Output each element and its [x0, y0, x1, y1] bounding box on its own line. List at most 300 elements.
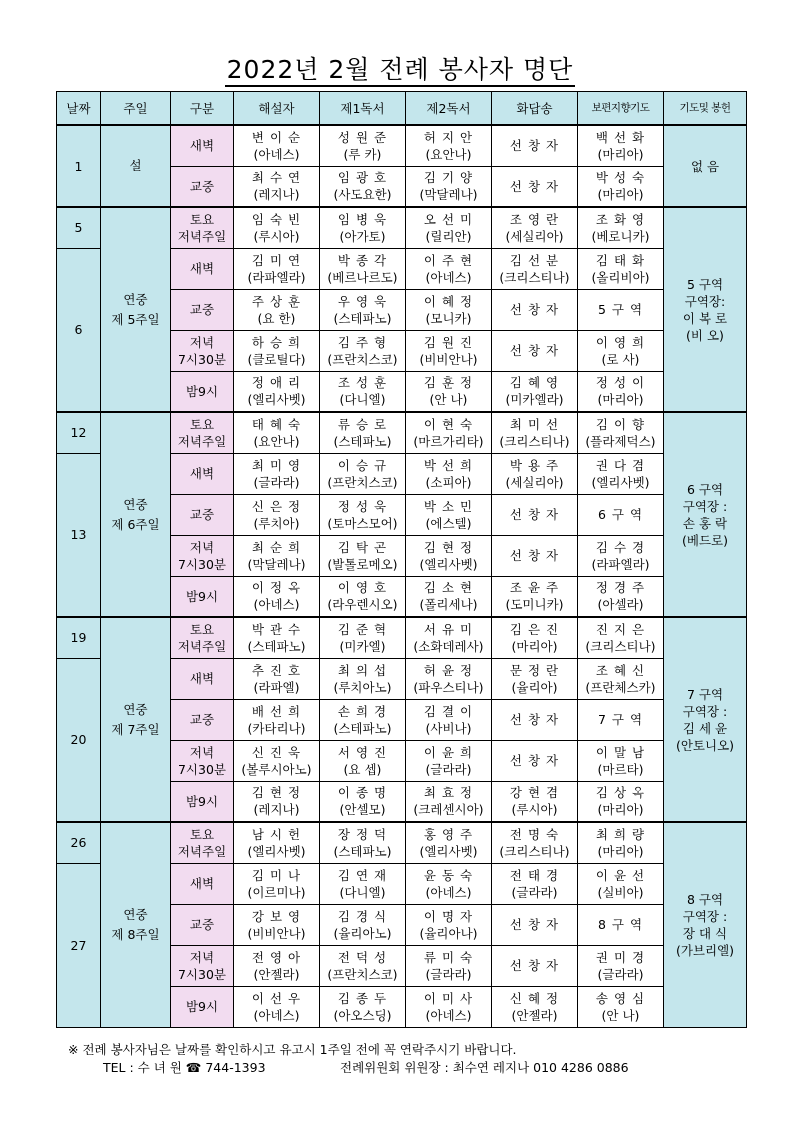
baptismal-name: (마르가리타)	[413, 433, 484, 449]
prayers-cell	[578, 371, 664, 412]
baptismal-name: (소피아)	[425, 474, 472, 490]
baptismal-name: (아네스)	[425, 269, 472, 285]
baptismal-name: (글라라)	[253, 474, 300, 490]
sunday-cell: 연중 제 5주일	[101, 207, 171, 412]
reader1-cell	[320, 863, 406, 904]
prayer-group-line: 구역장 :	[682, 498, 728, 514]
person-name: 장 정 덕	[337, 826, 388, 842]
baptismal-name: (발톨로메오)	[327, 556, 398, 572]
prayers-cell	[578, 412, 664, 453]
baptismal-name: (아네스)	[253, 146, 300, 162]
baptismal-name: (글라라)	[511, 884, 558, 900]
prayers-cell	[578, 986, 664, 1027]
commentator-cell	[234, 494, 320, 535]
commentator-cell	[234, 781, 320, 822]
commentator-cell	[234, 904, 320, 945]
person-name: 송 영 심	[595, 990, 646, 1006]
person-name: 손 희 경	[337, 703, 388, 719]
person-name: 변 이 순	[251, 129, 302, 145]
psalm-cell	[492, 617, 578, 658]
person-name: 백 선 화	[595, 129, 646, 145]
person-name: 박 용 주	[509, 457, 560, 473]
person-name: 진 지 은	[595, 621, 646, 637]
mass-type-cell: 밤9시	[171, 781, 234, 822]
table-row	[57, 125, 747, 166]
prayer-group-line: 구역장 :	[682, 908, 728, 924]
person-name: 전 명 숙	[509, 826, 560, 842]
person-name: 이 명 자	[423, 908, 474, 924]
prayers-cell	[578, 576, 664, 617]
reader2-cell	[406, 248, 492, 289]
person-name: 윤 동 숙	[423, 867, 474, 883]
table-row	[57, 617, 747, 658]
prayer-group-line: 구역장 :	[682, 703, 728, 719]
person-name: 우 영 욱	[337, 293, 388, 309]
baptismal-name: (클로틸다)	[247, 351, 306, 367]
mass-type-cell: 토요 저녁주일	[171, 617, 234, 658]
person-name: 5 구 역	[597, 302, 644, 317]
baptismal-name: (비비안나)	[419, 351, 478, 367]
header-type: 구분	[171, 92, 234, 126]
psalm-cell	[492, 330, 578, 371]
header-commentator: 해설자	[234, 92, 320, 126]
commentator-cell	[234, 125, 320, 166]
baptismal-name: (루치아노)	[333, 679, 392, 695]
baptismal-name: (토마스모어)	[327, 515, 398, 531]
header-prayers: 보편지향기도	[578, 92, 664, 126]
prayers-cell	[578, 330, 664, 371]
psalm-cell	[492, 125, 578, 166]
baptismal-name: (아오스딩)	[333, 1007, 392, 1023]
person-name: 8 구 역	[597, 917, 644, 932]
baptismal-name: (프란치스코)	[327, 966, 398, 982]
sunday-cell: 연중 제 6주일	[101, 412, 171, 617]
baptismal-name: (크리스티나)	[585, 638, 656, 654]
baptismal-name: (도미니카)	[505, 597, 564, 613]
baptismal-name: (스테파노)	[333, 843, 392, 859]
roster-body	[57, 125, 747, 1027]
reader1-cell	[320, 740, 406, 781]
person-name: 김 태 화	[595, 252, 646, 268]
commentator-cell	[234, 699, 320, 740]
psalm-cell	[492, 781, 578, 822]
reader2-cell	[406, 617, 492, 658]
reader1-cell	[320, 904, 406, 945]
baptismal-name: (요 한)	[257, 310, 296, 326]
baptismal-name: (글라라)	[425, 761, 472, 777]
mass-type-cell: 밤9시	[171, 576, 234, 617]
person-name: 선 창 자	[509, 138, 560, 154]
prayers-cell	[578, 494, 664, 535]
reader1-cell	[320, 576, 406, 617]
psalm-cell	[492, 207, 578, 248]
prayers-cell	[578, 781, 664, 822]
reader1-cell	[320, 945, 406, 986]
person-name: 조 화 영	[595, 211, 646, 227]
person-name: 조 윤 주	[509, 580, 560, 596]
baptismal-name: (사도요한)	[333, 187, 392, 203]
prayer-group-line: 장 대 식	[682, 925, 728, 941]
baptismal-name: (안젤라)	[253, 966, 300, 982]
sunday-cell: 연중 제 8주일	[101, 822, 171, 1027]
reader2-cell	[406, 535, 492, 576]
prayers-cell	[578, 945, 664, 986]
person-name: 서 유 미	[423, 621, 474, 637]
prayer-group-cell	[664, 822, 747, 1027]
person-name: 김 탁 곤	[337, 539, 388, 555]
psalm-cell	[492, 863, 578, 904]
baptismal-name: (마리아)	[597, 146, 644, 162]
person-name: 강 보 영	[251, 908, 302, 924]
person-name: 남 시 헌	[251, 826, 302, 842]
date-cell: 6	[57, 248, 101, 412]
person-name: 하 승 희	[251, 334, 302, 350]
person-name: 류 미 숙	[423, 949, 474, 965]
person-name: 권 다 겸	[595, 457, 646, 473]
baptismal-name: (레지나)	[253, 802, 300, 818]
date-cell: 1	[57, 125, 101, 207]
prayers-cell	[578, 453, 664, 494]
baptismal-name: (라우렌시오)	[327, 597, 398, 613]
baptismal-name: (안 나)	[429, 392, 468, 408]
baptismal-name: (안셀모)	[339, 802, 386, 818]
person-name: 박 선 희	[423, 457, 474, 473]
person-name: 최 희 량	[595, 826, 646, 842]
psalm-cell	[492, 945, 578, 986]
person-name: 강 현 겸	[509, 785, 560, 801]
reader1-cell	[320, 699, 406, 740]
baptismal-name: (라파엘)	[253, 679, 300, 695]
mass-type-cell: 토요 저녁주일	[171, 207, 234, 248]
baptismal-name: (레지나)	[253, 187, 300, 203]
baptismal-name: (다니엘)	[339, 884, 386, 900]
person-name: 선 창 자	[509, 753, 560, 768]
psalm-cell	[492, 699, 578, 740]
date-cell: 19	[57, 617, 101, 658]
baptismal-name: (라파엘라)	[591, 556, 650, 572]
table-row	[57, 412, 747, 453]
person-name: 김 종 두	[337, 990, 388, 1006]
person-name: 임 병 욱	[337, 211, 388, 227]
prayers-cell	[578, 125, 664, 166]
mass-type-cell: 교중	[171, 904, 234, 945]
commentator-cell	[234, 617, 320, 658]
mass-type-cell: 교중	[171, 289, 234, 330]
baptismal-name: (미카엘)	[339, 638, 386, 654]
reader2-cell	[406, 740, 492, 781]
person-name: 김 결 이	[423, 703, 474, 719]
prayer-group-cell	[664, 412, 747, 617]
person-name: 김 기 양	[423, 170, 474, 186]
reader2-cell	[406, 371, 492, 412]
person-name: 최 효 정	[423, 785, 474, 801]
roster-table	[56, 91, 747, 1028]
baptismal-name: (아셀라)	[597, 597, 644, 613]
commentator-cell	[234, 986, 320, 1027]
person-name: 김 은 진	[509, 621, 560, 637]
reader1-cell	[320, 453, 406, 494]
commentator-cell	[234, 658, 320, 699]
person-name: 신 은 정	[251, 498, 302, 514]
commentator-cell	[234, 371, 320, 412]
psalm-cell	[492, 658, 578, 699]
prayers-cell	[578, 863, 664, 904]
baptismal-name: (요안나)	[253, 433, 300, 449]
prayers-cell	[578, 289, 664, 330]
person-name: 김 소 현	[423, 580, 474, 596]
mass-type-cell: 밤9시	[171, 986, 234, 1027]
commentator-cell	[234, 453, 320, 494]
prayer-group-line: 김 세 윤	[682, 720, 728, 736]
reader1-cell	[320, 371, 406, 412]
person-name: 박 관 수	[251, 621, 302, 637]
person-name: 김 주 형	[337, 334, 388, 350]
person-name: 이 혜 정	[423, 293, 474, 309]
person-name: 선 창 자	[509, 958, 560, 973]
reader1-cell	[320, 412, 406, 453]
person-name: 김 현 정	[251, 785, 302, 801]
person-name: 김 연 재	[337, 867, 388, 883]
person-name: 류 승 로	[337, 416, 388, 432]
page-title: 2022년 2월 전례 봉사자 명단	[0, 50, 800, 86]
person-name: 조 영 란	[509, 211, 560, 227]
reader2-cell	[406, 289, 492, 330]
psalm-cell	[492, 494, 578, 535]
person-name: 김 훈 정	[423, 375, 474, 391]
header-psalm: 화답송	[492, 92, 578, 126]
person-name: 김 준 혁	[337, 621, 388, 637]
baptismal-name: (글라라)	[597, 966, 644, 982]
reader2-cell	[406, 986, 492, 1027]
baptismal-name: (파우스티나)	[413, 679, 484, 695]
person-name: 문 정 란	[509, 662, 560, 678]
person-name: 이 말 남	[595, 744, 646, 760]
baptismal-name: (볼루시아노)	[241, 761, 312, 777]
baptismal-name: (율리아나)	[419, 925, 478, 941]
person-name: 선 창 자	[509, 917, 560, 932]
baptismal-name: (다니엘)	[339, 392, 386, 408]
baptismal-name: (글라라)	[425, 966, 472, 982]
baptismal-name: (스테파노)	[333, 720, 392, 736]
prayers-cell	[578, 166, 664, 207]
person-name: 신 진 욱	[251, 744, 302, 760]
person-name: 박 종 각	[337, 252, 388, 268]
date-cell: 26	[57, 822, 101, 863]
reader1-cell	[320, 781, 406, 822]
person-name: 이 영 희	[595, 334, 646, 350]
baptismal-name: (안젤라)	[511, 1007, 558, 1023]
mass-type-cell: 토요 저녁주일	[171, 822, 234, 863]
person-name: 임 광 호	[337, 170, 388, 186]
baptismal-name: (릴리안)	[425, 228, 472, 244]
baptismal-name: (율리아노)	[333, 925, 392, 941]
reader2-cell	[406, 945, 492, 986]
person-name: 허 지 안	[423, 129, 474, 145]
psalm-cell	[492, 371, 578, 412]
commentator-cell	[234, 535, 320, 576]
prayers-cell	[578, 248, 664, 289]
prayers-cell	[578, 535, 664, 576]
person-name: 홍 영 주	[423, 826, 474, 842]
person-name: 선 창 자	[509, 343, 560, 358]
psalm-cell	[492, 412, 578, 453]
baptismal-name: (아가토)	[339, 228, 386, 244]
baptismal-name: (세실리아)	[505, 228, 564, 244]
baptismal-name: (크리스티나)	[499, 433, 570, 449]
person-name: 조 성 훈	[337, 375, 388, 391]
prayer-group-line: (비 오)	[686, 327, 724, 343]
person-name: 이 현 숙	[423, 416, 474, 432]
baptismal-name: (스테파노)	[333, 433, 392, 449]
reader1-cell	[320, 125, 406, 166]
footer-contact-committee: 전례위원회 위원장 : 최수연 레지나 010 4286 0886	[340, 1060, 629, 1075]
person-name: 전 영 아	[251, 949, 302, 965]
psalm-cell	[492, 740, 578, 781]
person-name: 추 진 호	[251, 662, 302, 678]
person-name: 최 미 선	[509, 416, 560, 432]
baptismal-name: (엘리사벳)	[247, 392, 306, 408]
baptismal-name: (올리비아)	[591, 269, 650, 285]
reader2-cell	[406, 412, 492, 453]
baptismal-name: (엘리사벳)	[419, 556, 478, 572]
person-name: 이 영 호	[337, 580, 388, 596]
person-name: 정 애 리	[251, 375, 302, 391]
person-name: 이 승 규	[337, 457, 388, 473]
date-cell: 27	[57, 863, 101, 1027]
baptismal-name: (크리스티나)	[499, 843, 570, 859]
reader1-cell	[320, 494, 406, 535]
reader2-cell	[406, 453, 492, 494]
baptismal-name: (프란치스코)	[327, 351, 398, 367]
prayer-group-line: 손 홍 락	[682, 515, 728, 531]
person-name: 정 성 욱	[337, 498, 388, 514]
baptismal-name: (실비아)	[597, 884, 644, 900]
prayer-group-line: 없 음	[690, 158, 720, 174]
person-name: 배 선 희	[251, 703, 302, 719]
person-name: 7 구 역	[597, 712, 644, 727]
baptismal-name: (막달레나)	[247, 556, 306, 572]
commentator-cell	[234, 412, 320, 453]
mass-type-cell: 저녁 7시30분	[171, 945, 234, 986]
person-name: 김 경 식	[337, 908, 388, 924]
mass-type-cell: 새벽	[171, 125, 234, 166]
mass-type-cell: 새벽	[171, 658, 234, 699]
baptismal-name: (스테파노)	[247, 638, 306, 654]
date-cell: 12	[57, 412, 101, 453]
prayer-group-cell	[664, 207, 747, 412]
reader1-cell	[320, 822, 406, 863]
baptismal-name: (루시아)	[253, 228, 300, 244]
date-cell: 5	[57, 207, 101, 248]
reader1-cell	[320, 207, 406, 248]
person-name: 김 상 옥	[595, 785, 646, 801]
person-name: 이 종 명	[337, 785, 388, 801]
reader1-cell	[320, 330, 406, 371]
person-name: 이 선 우	[251, 990, 302, 1006]
prayer-group-line: 5 구역	[686, 276, 724, 292]
reader2-cell	[406, 494, 492, 535]
date-cell: 20	[57, 658, 101, 822]
person-name: 최 순 희	[251, 539, 302, 555]
baptismal-name: (베르나르도)	[327, 269, 398, 285]
mass-type-cell: 저녁 7시30분	[171, 535, 234, 576]
person-name: 김 원 진	[423, 334, 474, 350]
person-name: 주 상 훈	[251, 293, 302, 309]
baptismal-name: (마리아)	[597, 392, 644, 408]
psalm-cell	[492, 535, 578, 576]
reader1-cell	[320, 986, 406, 1027]
commentator-cell	[234, 863, 320, 904]
person-name: 권 미 경	[595, 949, 646, 965]
header-reader2: 제2독서	[406, 92, 492, 126]
person-name: 박 성 숙	[595, 170, 646, 186]
person-name: 최 의 섭	[337, 662, 388, 678]
header-prayer-group: 기도및 봉헌	[664, 92, 747, 126]
baptismal-name: (이르미나)	[247, 884, 306, 900]
person-name: 전 덕 성	[337, 949, 388, 965]
prayers-cell	[578, 617, 664, 658]
psalm-cell	[492, 248, 578, 289]
mass-type-cell: 교중	[171, 699, 234, 740]
baptismal-name: (엘리사벳)	[247, 843, 306, 859]
prayer-group-line: (안토니오)	[675, 737, 735, 753]
reader1-cell	[320, 535, 406, 576]
baptismal-name: (막달레나)	[419, 187, 478, 203]
person-name: 전 태 경	[509, 867, 560, 883]
prayer-group-line: 7 구역	[686, 686, 724, 702]
mass-type-cell: 저녁 7시30분	[171, 740, 234, 781]
baptismal-name: (요 셉)	[343, 761, 382, 777]
prayer-group-line: 이 복 로	[682, 310, 728, 326]
person-name: 임 숙 빈	[251, 211, 302, 227]
baptismal-name: (소화데레사)	[413, 638, 484, 654]
mass-type-cell: 새벽	[171, 453, 234, 494]
footer-note: ※ 전례 봉사자님은 날짜를 확인하시고 유고시 1주일 전에 꼭 연락주시기 바랍니다.	[68, 1042, 517, 1057]
mass-type-cell: 토요 저녁주일	[171, 412, 234, 453]
reader2-cell	[406, 904, 492, 945]
person-name: 김 선 분	[509, 252, 560, 268]
reader2-cell	[406, 576, 492, 617]
baptismal-name: (마리아)	[511, 638, 558, 654]
baptismal-name: (플라제덕스)	[585, 433, 656, 449]
person-name: 김 현 정	[423, 539, 474, 555]
baptismal-name: (베로니카)	[591, 228, 650, 244]
baptismal-name: (라파엘라)	[247, 269, 306, 285]
baptismal-name: (안 나)	[601, 1007, 640, 1023]
prayers-cell	[578, 740, 664, 781]
reader2-cell	[406, 658, 492, 699]
person-name: 태 혜 숙	[251, 416, 302, 432]
reader2-cell	[406, 166, 492, 207]
prayer-group-line: (베드로)	[682, 532, 728, 548]
person-name: 신 혜 정	[509, 990, 560, 1006]
baptismal-name: (세실리아)	[505, 474, 564, 490]
person-name: 조 혜 신	[595, 662, 646, 678]
reader1-cell	[320, 658, 406, 699]
baptismal-name: (루 카)	[343, 146, 382, 162]
reader1-cell	[320, 617, 406, 658]
baptismal-name: (마리아)	[597, 843, 644, 859]
reader2-cell	[406, 863, 492, 904]
baptismal-name: (로 사)	[601, 351, 640, 367]
baptismal-name: (마리아)	[597, 187, 644, 203]
reader2-cell	[406, 330, 492, 371]
commentator-cell	[234, 576, 320, 617]
footer-contact-phone: TEL : 수 녀 원 ☎ 744-1393	[103, 1060, 266, 1075]
commentator-cell	[234, 945, 320, 986]
person-name: 김 미 연	[251, 252, 302, 268]
reader2-cell	[406, 781, 492, 822]
